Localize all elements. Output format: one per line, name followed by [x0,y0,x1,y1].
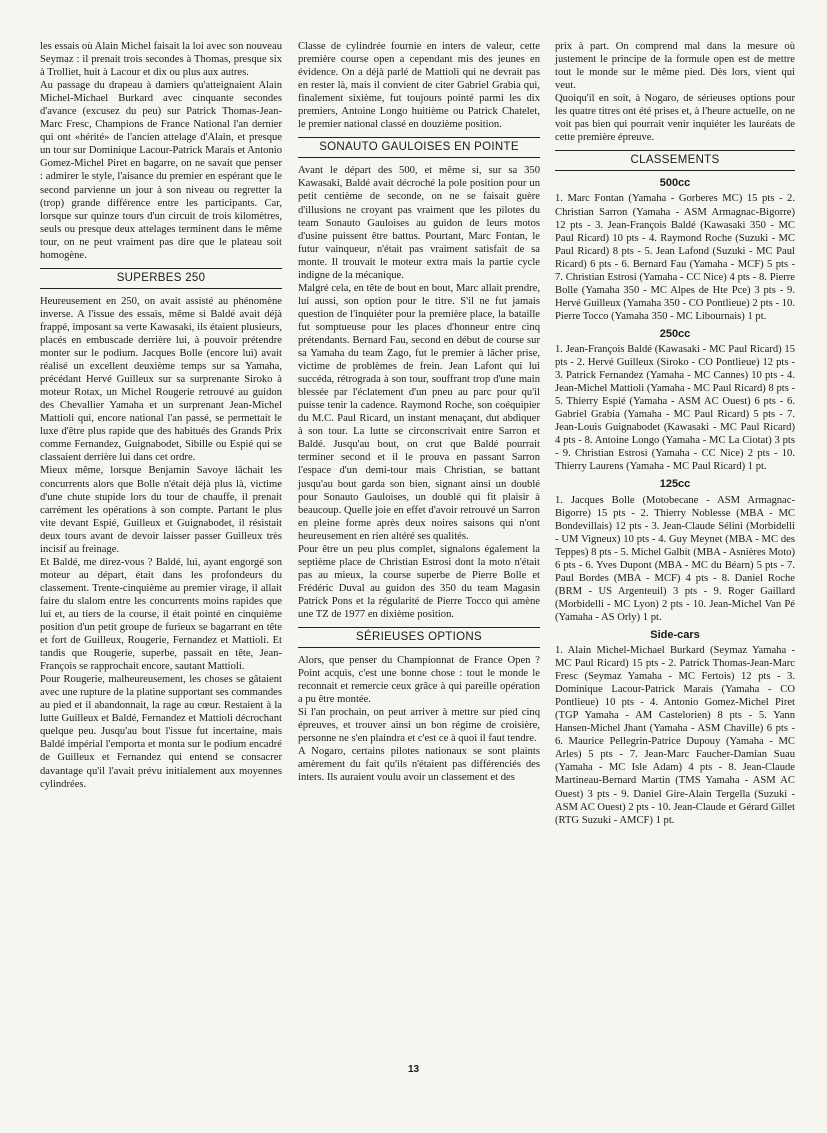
page-number: 13 [407,1064,420,1075]
column-left [40,40,282,791]
class-heading-125cc: 125cc [659,478,691,491]
class-heading-250cc: 250cc [659,327,691,340]
paragraph: Pour être un peu plus complet, signalons également la septième place de Christian Estrosi dont la moto n'était pas au mieux, la course superbe de Pierre Bolle et Frédéric Duval au guidon des 350 du team Magasin Patrick Pons et la régularité de Pierre Tocco qui amène une TZ de 1977 en dixième position. [298,543,540,620]
paragraph: Avant le départ des 500, et même si, sur sa 350 Kawasaki, Baldé avait décroché la pole position pour un petit centième de seconde, on ne se faisait guère d'illusions ne croyant pas vraiment que les pilotes du team Sonauto Gauloises au guidon de leurs motos d'usine puissent être battus. Pourtant, Marc Fontan, le futur vainqueur, n'était pas vraiment satisfait de sa monte. Il trouvait le moteur extra mais la partie cycle indigne de la mécanique. [298,165,540,281]
class-heading-side-cars: Side-cars [650,628,700,641]
paragraph: Mieux même, lorsque Benjamin Savoye lâchait les concurrents alors que Bolle n'était déjà plus là, victime d'une chute stupide lors du tour de chauffe, il prenait carrément les opérations à son compte. Partant le plus vite devant Espié, Guilleux et Guignabodet, il résistait deux tours avant de devoir laisser passer Guilleux très incisif au freinage. [40,465,282,555]
class-heading-500cc: 500cc [659,177,691,190]
paragraph: prix à part. On comprend mal dans la mesure où justement le principe de la formule open est de mettre tout le monde sur le même pied. Dès lors, vient qui veut. [555,41,795,92]
section-heading-serieuses-options: SÉRIEUSES OPTIONS [298,627,540,648]
paragraph: Heureusement en 250, on avait assisté au phénomène inverse. A l'issue des essais, même si Baldé avait déjà frappé, imposant sa verte Kawasaki, ils étaient plusieurs, placés en embuscade derrière lui, à pouvoir prétendre monter sur le podium. Jacques Bolle (encore lui) avait réalisé un excellent deuxième temps sur sa Yamaha, précédant Hervé Guilleux sur sa surprenante Siroko à moteur Rotax, un Michel Rougerie retrouvé au guidon des Chevallier Yamaha et un surprenant Jean-Michel Mattioli qui, encore national l'an passé, se permettait le luxe d'être plus rapide que des habitués des Grands Prix comme Fernandez, Guignabodet, Sibille ou Espié qui se classaient derrière lui dans cet ordre. [40,295,282,464]
paragraph: Alors, que penser du Championnat de France Open ? Point acquis, c'est une bonne chose : tout le monde le reconnait et remercie ceux grâce à qui pareille opération a pu être montée. [298,655,540,706]
paragraph: Quoiqu'il en soit, à Nogaro, de sérieuses options pour les quatre titres ont été prises et, à l'heure actuelle, on ne voit pas bien qui pourrait venir inquiéter les lauréats de cette première épreuve. [555,93,795,144]
results-500cc: 1. Marc Fontan (Yamaha - Gorberes MC) 15 pts - 2. Christian Sarron (Yamaha - ASM Armagnac-Bigorre) 12 pts - 3. Jean-François Baldé (Kawasaki 350 - MC Paul Ricard) 10 pts - 4. Raymond Roche (Suzuki - MC Paul Ricard) 8 pts - 5. Jean Lafond (Suzuki - MC Paul Ricard) 6 pts - 6. Bernard Fau (Yamaha - MCF) 5 pts - 7. Christian Estrosi (Yamaha - CC Nice) 4 pts - 8. Pierre Bolle (Yamaha 350 - MC Alpes de Hte Pce) 3 pts - 9. Hervé Guilleux (Yamaha 350 - CO Pontlieue) 2 pts - 10. Pierre Tocco (Yamaha 350 - MC Libournais) 1 pt. [555,193,795,322]
section-heading-classements: CLASSEMENTS [555,150,795,171]
paragraph: Pour Rougerie, malheureusement, les choses se gâtaient avec une rupture de la platine supportant ses commandes au pied et il abandonnait, la rage au cœur. Restaient à la lutte Guilleux et Baldé, Fernandez et Mattioli décrochant quelque peu. Jusqu'au bout l'issue fut incertaine, mais Baldé impérial l'emporta et monta sur le podium encadré de Guilleux et Fernandez qui entend se consacrer davantage qu'il l'avait prévu initialement aux moyennes cylindrées. [40,674,282,790]
paragraph: A Nogaro, certains pilotes nationaux se sont plaints amèrement du fait qu'ils n'étaient pas différenciés des inters. Ils auraient voulu avoir un classement et des [298,746,540,784]
column-middle [298,40,540,785]
paragraph: Si l'an prochain, on peut arriver à mettre sur pied cinq épreuves, et trouver ainsi un bon régime de croisière, personne ne s'en plaindra et c'est ce à quoi il faut tendre. [298,707,540,745]
results-side-cars: 1. Alain Michel-Michael Burkard (Seymaz Yamaha - MC Paul Ricard) 15 pts - 2. Patrick Thomas-Jean-Marc Fresc (Seymaz Yamaha - MC Fertois) 12 pts - 3. Dominique Lacour-Patrick Marais (Yamaha - CO Pontlieue) 10 pts - 4. Antonio Gomez-Michel Piret (TGP Yamaha - AM Castelorien) 8 pts - 5. Yann Hansen-Michel Jhant (Yamaha - ASM Chaville) 6 pts - 6. Maurice Pellegrin-Patrice Dupouy (Yamaha - MC Arles) 5 pts - 7. Jean-Marc Faucher-Damian Suau (Yamaha - MC Isle Adam) 4 pts - 8. Jean-Claude Martineau-Bernard Martin (TMS Yamaha - ASM AC Ouest) 3 pts - 9. Daniel Gire-Alain Tergella (Suzuki - ASM AC Ouest) 2 pts - 10. Jean-Claude et Gérard Gillet (RTG Suzuki - AMCF) 1 pt. [555,645,795,826]
paragraph: les essais où Alain Michel faisait la loi avec son nouveau Seymaz : il prenait trois secondes à Thomas, presque six à Trolliet, huit à Lacour et dix ou plus aux autres. [40,41,282,79]
results-125cc: 1. Jacques Bolle (Motobecane - ASM Armagnac-Bigorre) 15 pts - 2. Thierry Noblesse (MBA - MC Bondevillais) 12 pts - 3. Jean-Claude Sélini (Morbidelli - UM Vigneux) 10 pts - 4. Guy Meynet (MBA - MC des Teppes) 8 pts - 5. Michel Galbit (MBA - Asnières Moto) 6 pts - 6. Yves Dupont (MBA - MC du Béarn) 5 pts - 7. Paul Bordes (MBA - MCF) 4 pts - 8. Daniel Roche (BRM - US Argenteuil) 3 pts - 9. Roger Gaillard (Morbidelli - MC Lyon) 2 pts - 10. Jean-Michel Van Pé (Yamaha - AS Orly) 1 pt. [555,494,795,623]
section-heading-superbes-250: SUPERBES 250 [40,268,282,289]
paragraph: Malgré cela, en tête de bout en bout, Marc allait prendre, lui aussi, son option pour le titre. S'il ne fut jamais question de l'inquiéter pour la première place, la bataille fut somptueuse pour les places d'honneur entre cinq prétendants. Bernard Fau, second en début de course sur sa Yamaha du team Zago, fut le premier à lâcher prise, victime de problèmes de frein. Jean Lafont qui lui succéda, rétrograda à son tour, souffrant trop d'une main blessée par l'éclatement d'un pneu au parc pour qu'il puisse tenir la cadence. Raymond Roche, son coéquipier du M.C. Paul Ricard, un instant menaçant, dut abdiquer à son tour. La lutte se circonscrivait entre Sarron et Baldé. Jusqu'au bout, on crut que Baldé pourrait terminer second et il le prouva en passant Sarron l'espace d'un demi-tour mais Christian, se battant jusqu'au bout garda son bien, signant ainsi un doublé pour Sonauto Gauloises, un doublé qui fit plaisir à beaucoup. Quelle joie en effet d'avoir retrouvé un Sarron en pleine forme après deux noires saisons qui n'ont heureusement en rien altéré ses qualités. [298,282,540,542]
results-250cc: 1. Jean-François Baldé (Kawasaki - MC Paul Ricard) 15 pts - 2. Hervé Guilleux (Siroko - CO Pontlieue) 12 pts - 3. Patrick Fernandez (Yamaha - MC Cannes) 10 pts - 4. Jean-Michel Mattioli (Yamaha - MC Paul Ricard) 8 pts - 5. Thierry Espié (Yamaha - ASM AC Ouest) 6 pts - 6. Gabriel Grabia (Yamaha - MC Paul Ricard) 5 pts - 7. Jean-Louis Guignabodet (Kawasaki - MC Paul Ricard) 4 pts - 8. Antoine Longo (Yamaha - MC La Ciotat) 3 pts - 9. Christian Estrosi (Yamaha - CC Nice) 2 pts - 10. Thierry Laurens (Yamaha - MC Paul Ricard) 1 pt. [555,343,795,473]
section-heading-sonauto: SONAUTO GAULOISES EN POINTE [298,137,540,158]
paragraph: Et Baldé, me direz-vous ? Baldé, lui, ayant engorgé son moteur au départ, était dans les profondeurs du classement. Trente-cinquième au premier virage, il allait faire du slalom entre les concurrents moins rapides que lui et, au tiers de la course, il était pointé en cinquième position d'un petit groupe de furieux se bagarrant en tête et fort de Guilleux, Rougerie, Fernandez et Mattioli. Et tandis que Rougerie, superbe, passait en tête, Jean-François se rapprochait encore, sautant Mattioli. [40,556,282,673]
paragraph: Classe de cylindrée fournie en inters de valeur, cette première course open a cependant mis des jeunes en évidence. On a déjà parlé de Mattioli qui ne devrait pas en rester là, mais il convient de citer Gabriel Grabia qui, finalement sixième, fut toujours pointé parmi les dix premiers, Antoine Longo huitième ou Patrick Chatelet, le premier national classé en douzième position. [298,41,540,131]
paragraph: Au passage du drapeau à damiers qu'atteignaient Alain Michel-Michael Burkard avec cinquante secondes d'avance (excusez du peu) sur Patrick Thomas-Jean-Marc Fresc, Champions de France National l'an dernier qui ont «hérité» de l'ancien attelage d'Alain, et presque un tour sur Dominique Lacour-Patrick Marais et Antonio Gomez-Michel Piret en bagarre, on ne savait que penser : admirer le style, l'aisance du premier en espérant que le second parvienne un jour à son niveau ou regretter la (trop) grande différence entre les participants. Car, lorsque sur quinze tours d'un circuit de trois kilomètres, seuls ou presque deux attelages terminent dans le même tour, on ne peut vraiment pas dire que le plateau soit homogène. [40,80,282,261]
column-right [555,40,795,827]
